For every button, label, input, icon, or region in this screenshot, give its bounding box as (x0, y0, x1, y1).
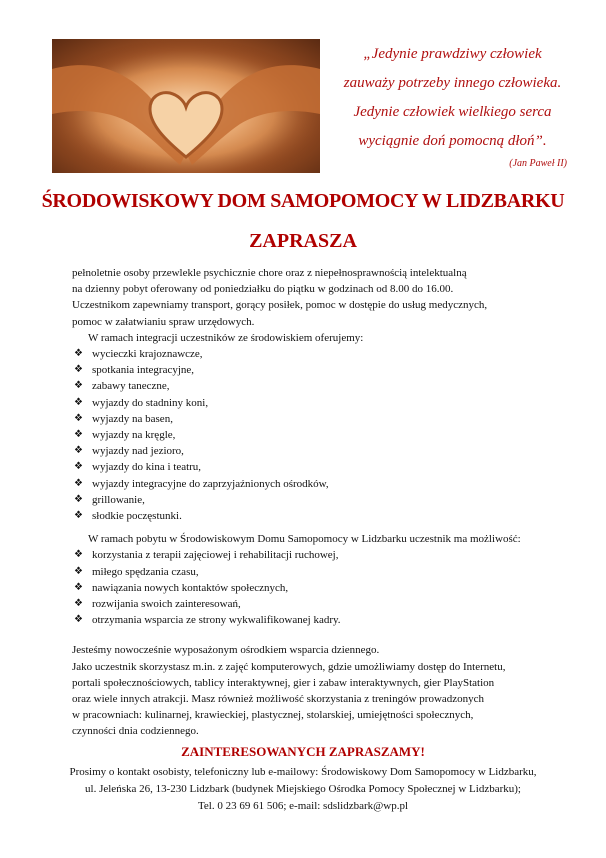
page-subtitle: ZAPRASZA (249, 230, 357, 252)
list-item (74, 476, 572, 492)
list-item-text: otrzymania wsparcia ze strony wykwalifikowanej kadry. (92, 614, 341, 627)
bullet-icon: ❖ (74, 549, 83, 561)
list-item-text: spotkania integracyjne, (92, 364, 195, 377)
integration-list (72, 346, 572, 524)
bullet-icon: ❖ (74, 364, 83, 376)
closing-line: portali społecznościowych, tablicy interaktywnej, gier i zabaw interaktywnych, gier PlayStation (72, 676, 495, 689)
bullet-icon: ❖ (74, 614, 83, 626)
list-item (74, 346, 572, 362)
quote-line: zauważy potrzeby innego człowieka. (343, 75, 562, 91)
stay-list (72, 547, 572, 628)
bullet-icon: ❖ (74, 380, 83, 392)
list-item-text: wyjazdy na kręgle, (92, 429, 176, 442)
contact-line: Tel. 0 23 69 61 506; e-mail: sdslidzbark@wp.pl (197, 800, 409, 812)
list-item-text: miłego spędzania czasu, (92, 565, 199, 578)
list-item (74, 508, 572, 524)
bullet-icon: ❖ (74, 493, 83, 505)
closing-line: Jako uczestnik skorzystasz m.in. z zajęć komputerowych, gdzie umożliwiamy dostęp do Internetu, (72, 660, 506, 673)
bullet-icon: ❖ (74, 348, 83, 360)
list-item-text: grillowanie, (92, 493, 145, 506)
list-item (74, 427, 572, 443)
quote-line: Jedynie człowiek wielkiego serca (353, 104, 552, 120)
heart-hands-illustration (52, 39, 320, 173)
list-item-text: wyjazdy do stadniny koni, (92, 396, 209, 409)
list-item-text: nawiązania nowych kontaktów społecznych, (92, 581, 289, 594)
list-item-text: wyjazdy integracyjne do zaprzyjaźnionych ośrodków, (92, 477, 329, 490)
list-item (74, 443, 572, 459)
list-item (74, 596, 572, 612)
bullet-icon: ❖ (74, 429, 83, 441)
main-text (72, 265, 572, 740)
quote-line: wyciągnie doń pomocną dłoń”. (358, 133, 547, 149)
list-item (74, 362, 572, 378)
list-item (74, 612, 572, 628)
list-item (74, 411, 572, 427)
list-item-text: wyjazdy do kina i teatru, (92, 461, 202, 474)
bullet-icon: ❖ (74, 565, 83, 577)
list-item (74, 378, 572, 394)
integration-heading: W ramach integracji uczestników ze środowiskiem oferujemy: (88, 331, 364, 344)
list-item-text: słodkie poczęstunki. (92, 510, 182, 523)
intro-line: na dzienny pobyt oferowany od poniedziałku do piątku w godzinach od 8.00 do 16.00. (72, 283, 454, 296)
list-item (74, 395, 572, 411)
bullet-icon: ❖ (74, 598, 83, 610)
list-item-text: wycieczki krajoznawcze, (92, 348, 203, 361)
intro-line: Uczestnikom zapewniamy transport, gorący posiłek, pomoc w dostępie do usług medycznych, (72, 299, 488, 312)
bullet-icon: ❖ (74, 412, 83, 424)
contact-block (0, 764, 606, 815)
bullet-icon: ❖ (74, 445, 83, 457)
heart-hands-image (52, 39, 320, 173)
bullet-icon: ❖ (74, 396, 83, 408)
list-item (74, 564, 572, 580)
contact-line: ul. Jeleńska 26, 13-230 Lidzbark (budynek Miejskiego Ośrodka Pomocy Społecznej w Lidzbarku); (85, 783, 521, 795)
closing-line: w pracowniach: kulinarnej, krawieckiej, plastycznej, stolarskiej, umiejętności społecznych, (72, 709, 474, 722)
closing-line: czynności dnia codziennego. (72, 725, 199, 738)
list-item-text: wyjazdy na basen, (92, 412, 173, 425)
list-item (74, 547, 572, 563)
quote-author: (Jan Paweł II) (509, 158, 567, 169)
bullet-icon: ❖ (74, 510, 83, 522)
list-item-text: rozwijania swoich zainteresowań, (92, 598, 241, 611)
list-item (74, 492, 572, 508)
bullet-icon: ❖ (74, 477, 83, 489)
closing-line: Jesteśmy nowocześnie wyposażonym ośrodkiem wsparcia dziennego. (72, 644, 380, 657)
intro-line: pełnoletnie osoby przewlekle psychicznie chore oraz z niepełnosprawnością intelektualną (72, 267, 467, 279)
call-to-action: ZAINTERESOWANYCH ZAPRASZAMY! (181, 744, 425, 759)
quote-line: „Jedynie prawdziwy człowiek (363, 46, 542, 62)
contact-line: Prosimy o kontakt osobisty, telefoniczny lub e-mailowy: Środowiskowy Dom Samopomocy w Lidzbarku, (69, 766, 537, 778)
closing-line: oraz wiele innych atrakcji. Masz również możliwość skorzystania z treningów prowadzonych (72, 693, 485, 706)
list-item (74, 459, 572, 475)
list-item-text: zabawy taneczne, (92, 380, 170, 393)
bullet-icon: ❖ (74, 461, 83, 473)
list-item-text: korzystania z terapii zajęciowej i rehabilitacji ruchowej, (92, 549, 339, 562)
intro-line: pomoc w załatwianiu spraw urzędowych. (72, 315, 255, 328)
bullet-icon: ❖ (74, 581, 83, 593)
page-title: ŚRODOWISKOWY DOM SAMOPOMOCY W LIDZBARKU (41, 190, 565, 212)
quote-block (330, 40, 575, 172)
list-item (74, 580, 572, 596)
list-item-text: wyjazdy nad jezioro, (92, 445, 184, 458)
stay-heading: W ramach pobytu w Środowiskowym Domu Samopomocy w Lidzbarku uczestnik ma możliwość: (88, 533, 521, 546)
